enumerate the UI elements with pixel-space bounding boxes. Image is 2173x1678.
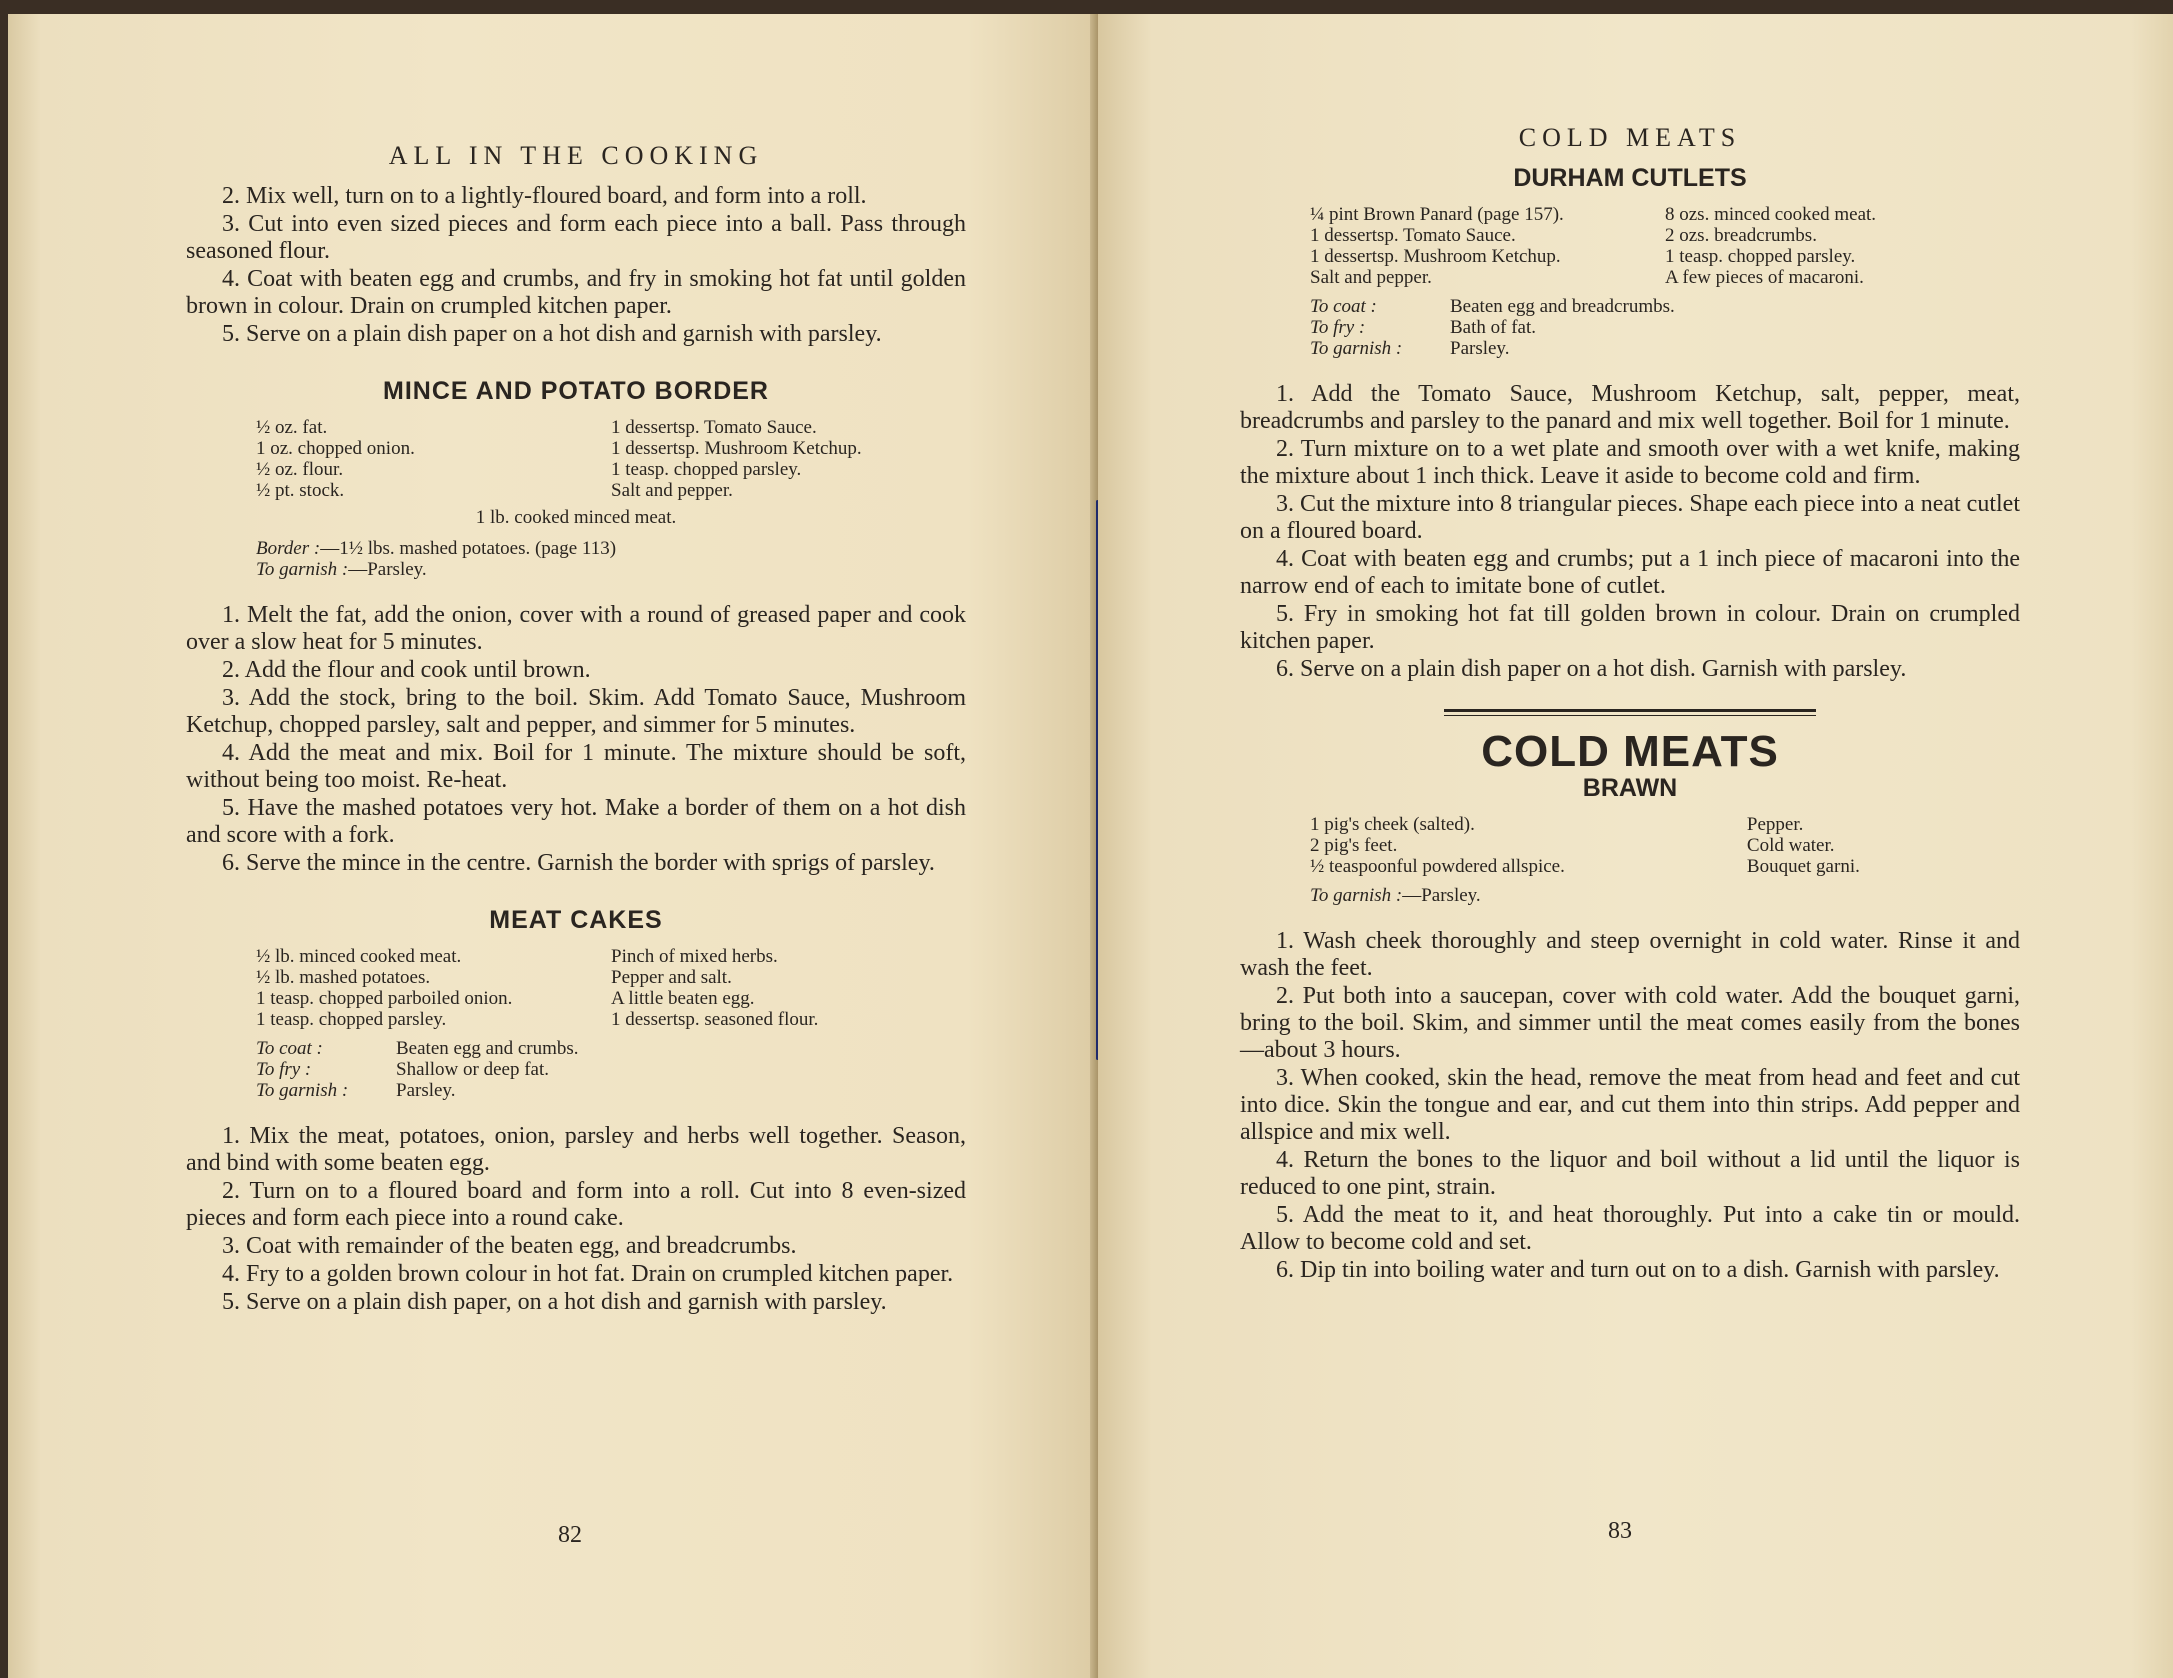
ingredients-column bbox=[1310, 204, 1665, 288]
left-page bbox=[8, 14, 1098, 1678]
step: 1. Wash cheek thoroughly and steep overnight in cold water. Rinse it and wash the feet. bbox=[1240, 928, 2020, 981]
page-number: 82 bbox=[558, 1522, 582, 1548]
ingredient: 1 dessertsp. Tomato Sauce. bbox=[611, 417, 817, 438]
note-value: —Parsley. bbox=[348, 559, 427, 580]
section-title: COLD MEATS bbox=[1481, 727, 1779, 776]
fry-note bbox=[1310, 317, 2020, 338]
note-value: Parsley. bbox=[396, 1080, 456, 1101]
note-label: To coat : bbox=[1310, 296, 1377, 317]
ingredient: ½ lb. mashed potatoes. bbox=[256, 967, 431, 988]
ingredients-column bbox=[256, 417, 611, 501]
step: 5. Fry in smoking hot fat till golden brown in colour. Drain on crumpled kitchen paper. bbox=[1240, 601, 2020, 654]
garnish-note bbox=[256, 559, 966, 580]
garnish-note bbox=[256, 1080, 966, 1101]
right-page-content bbox=[1240, 124, 2020, 1285]
step: 4. Coat with beaten egg and crumbs, and fry in smoking hot fat until golden brown in colour. Drain on crumpled kitchen paper. bbox=[186, 266, 966, 319]
step: 6. Serve on a plain dish paper on a hot dish. Garnish with parsley. bbox=[1276, 656, 1907, 682]
note-label: To fry : bbox=[256, 1059, 312, 1080]
garnish-note bbox=[1310, 885, 2020, 906]
ingredient: 1 teasp. chopped parsley. bbox=[1665, 246, 1856, 267]
ingredients-column bbox=[611, 417, 966, 501]
ingredient: Cold water. bbox=[1746, 835, 1835, 856]
ingredient: ¼ pint Brown Panard (page 157). bbox=[1310, 204, 1564, 225]
step: 2. Turn on to a floured board and form into a roll. Cut into 8 even-sized pieces and form each piece into a round cake. bbox=[186, 1178, 966, 1231]
ingredient: Pinch of mixed herbs. bbox=[611, 946, 778, 967]
ingredient: A little beaten egg. bbox=[611, 988, 755, 1009]
step: 2. Turn mixture on to a wet plate and smooth over with a wet knife, making the mixture about 1 inch thick. Leave it aside to become cold and firm. bbox=[1240, 436, 2020, 489]
ingredient: Pepper. bbox=[1746, 814, 1804, 835]
note-value: Beaten egg and breadcrumbs. bbox=[1450, 296, 1675, 317]
recipe-title: MEAT CAKES bbox=[489, 906, 663, 934]
fry-note bbox=[256, 1059, 966, 1080]
step: 4. Fry to a golden brown colour in hot fat. Drain on crumpled kitchen paper. bbox=[222, 1261, 954, 1287]
ingredient: ½ oz. fat. bbox=[256, 417, 328, 438]
ingredients-list bbox=[186, 946, 966, 1030]
step: 5. Have the mashed potatoes very hot. Make a border of them on a hot dish and score with a fork. bbox=[186, 795, 966, 848]
step: 3. Cut into even sized pieces and form each piece into a ball. Pass through seasoned flour. bbox=[186, 211, 966, 264]
ingredient: ½ lb. minced cooked meat. bbox=[256, 946, 462, 967]
ingredient: 1 teasp. chopped parboiled onion. bbox=[256, 988, 513, 1009]
ingredient: 1 dessertsp. Mushroom Ketchup. bbox=[611, 438, 862, 459]
note-value: Beaten egg and crumbs. bbox=[396, 1038, 579, 1059]
note-value: —1½ lbs. mashed potatoes. (page 113) bbox=[320, 538, 617, 559]
ingredient: A few pieces of macaroni. bbox=[1665, 267, 1864, 288]
step: 1. Mix the meat, potatoes, onion, parsley and herbs well together. Season, and bind with some beaten egg. bbox=[186, 1123, 966, 1176]
ingredients-column bbox=[256, 946, 611, 1030]
ingredients-column bbox=[611, 946, 966, 1030]
note-label: To fry : bbox=[1310, 317, 1366, 338]
running-head: ALL IN THE COOKING bbox=[388, 141, 764, 170]
ingredient: 1 dessertsp. Tomato Sauce. bbox=[1310, 225, 1516, 246]
ingredients-list bbox=[186, 417, 966, 501]
step: 1. Add the Tomato Sauce, Mushroom Ketchup, salt, pepper, meat, breadcrumbs and parsley to the panard and mix well together. Boil for 1 minute. bbox=[1240, 381, 2020, 434]
recipe-notes bbox=[256, 538, 966, 580]
step: 3. When cooked, skin the head, remove the meat from head and feet and cut into dice. Skin the tongue and ear, and cut them into thin strips. Add pepper and allspice and mix well. bbox=[1240, 1065, 2020, 1145]
border-note bbox=[256, 538, 966, 559]
ingredients-list bbox=[1240, 204, 2020, 288]
recipe-title: DURHAM CUTLETS bbox=[1513, 164, 1747, 192]
step: 4. Add the meat and mix. Boil for 1 minute. The mixture should be soft, without being too moist. Re-heat. bbox=[186, 740, 966, 793]
step: 5. Serve on a plain dish paper on a hot dish and garnish with parsley. bbox=[222, 321, 882, 347]
step: 2. Mix well, turn on to a lightly-floured board, and form into a roll. bbox=[222, 183, 867, 209]
ingredients-column bbox=[1310, 814, 1747, 877]
ingredient: Salt and pepper. bbox=[1310, 267, 1432, 288]
ingredients-list bbox=[1240, 814, 2020, 877]
ingredient: ½ pt. stock. bbox=[256, 480, 345, 501]
ingredient: ½ oz. flour. bbox=[256, 459, 344, 480]
coat-note bbox=[1310, 296, 2020, 317]
step: 3. Cut the mixture into 8 triangular pieces. Shape each piece into a neat cutlet on a floured board. bbox=[1240, 491, 2020, 544]
step: 4. Coat with beaten egg and crumbs; put a 1 inch piece of macaroni into the narrow end of each to imitate bone of cutlet. bbox=[1240, 546, 2020, 599]
running-head: COLD MEATS bbox=[1518, 123, 1742, 152]
note-value: Bath of fat. bbox=[1450, 317, 1537, 338]
step: 5. Add the meat to it, and heat thoroughly. Put into a cake tin or mould. Allow to become cold and set. bbox=[1240, 1202, 2020, 1255]
note-value: —Parsley. bbox=[1402, 885, 1481, 906]
ingredient: 2 ozs. breadcrumbs. bbox=[1665, 225, 1817, 246]
ingredient: 1 teasp. chopped parsley. bbox=[611, 459, 802, 480]
left-page-content bbox=[186, 142, 966, 1317]
coat-note bbox=[256, 1038, 966, 1059]
step: 1. Melt the fat, add the onion, cover with a round of greased paper and cook over a slow heat for 5 minutes. bbox=[186, 602, 966, 655]
note-value: Parsley. bbox=[1450, 338, 1510, 359]
ingredients-column bbox=[1665, 204, 2020, 288]
ingredient: ½ teaspoonful powdered allspice. bbox=[1310, 856, 1565, 877]
ingredients-column bbox=[1747, 814, 2020, 877]
ingredient: Bouquet garni. bbox=[1746, 856, 1860, 877]
step: 2. Add the flour and cook until brown. bbox=[222, 657, 591, 683]
ingredient: 8 ozs. minced cooked meat. bbox=[1665, 204, 1877, 225]
ingredient: Pepper and salt. bbox=[611, 967, 732, 988]
right-page bbox=[1098, 14, 2173, 1678]
ingredient: 2 pig's feet. bbox=[1310, 835, 1398, 856]
note-value: Shallow or deep fat. bbox=[396, 1059, 550, 1080]
step: 3. Add the stock, bring to the boil. Skim. Add Tomato Sauce, Mushroom Ketchup, chopped parsley, salt and pepper, and simmer for 5 minutes. bbox=[186, 685, 966, 738]
ingredient: Salt and pepper. bbox=[611, 480, 733, 501]
section-divider bbox=[1444, 709, 1816, 716]
recipe-title: BRAWN bbox=[1582, 774, 1678, 802]
note-label: To garnish : bbox=[1310, 885, 1403, 906]
step: 6. Serve the mince in the centre. Garnish the border with sprigs of parsley. bbox=[222, 850, 935, 876]
page-number: 83 bbox=[1608, 1518, 1632, 1544]
step: 3. Coat with remainder of the beaten egg, and breadcrumbs. bbox=[222, 1233, 797, 1259]
step: 6. Dip tin into boiling water and turn out on to a dish. Garnish with parsley. bbox=[1276, 1257, 2000, 1283]
step: 5. Serve on a plain dish paper, on a hot dish and garnish with parsley. bbox=[222, 1289, 887, 1315]
ingredient: 1 lb. cooked minced meat. bbox=[475, 507, 677, 528]
note-label: Border : bbox=[256, 538, 321, 559]
note-label: To coat : bbox=[256, 1038, 323, 1059]
ingredient: 1 oz. chopped onion. bbox=[256, 438, 415, 459]
note-label: To garnish : bbox=[256, 559, 349, 580]
note-label: To garnish : bbox=[1310, 338, 1403, 359]
recipe-notes bbox=[1310, 296, 2020, 359]
garnish-note bbox=[1310, 338, 2020, 359]
step: 2. Put both into a saucepan, cover with cold water. Add the bouquet garni, bring to the boil. Skim, and simmer until the meat comes easily from the bones—about 3 hours. bbox=[1240, 983, 2020, 1063]
recipe-notes bbox=[256, 1038, 966, 1101]
note-label: To garnish : bbox=[256, 1080, 349, 1101]
recipe-title: MINCE AND POTATO BORDER bbox=[383, 377, 769, 405]
ingredient: 1 dessertsp. seasoned flour. bbox=[611, 1009, 819, 1030]
ingredient: 1 teasp. chopped parsley. bbox=[256, 1009, 447, 1030]
ingredient: 1 pig's cheek (salted). bbox=[1310, 814, 1475, 835]
recipe-notes bbox=[1310, 885, 2020, 906]
ingredient: 1 dessertsp. Mushroom Ketchup. bbox=[1310, 246, 1561, 267]
step: 4. Return the bones to the liquor and boil without a lid until the liquor is reduced to one pint, strain. bbox=[1240, 1147, 2020, 1200]
